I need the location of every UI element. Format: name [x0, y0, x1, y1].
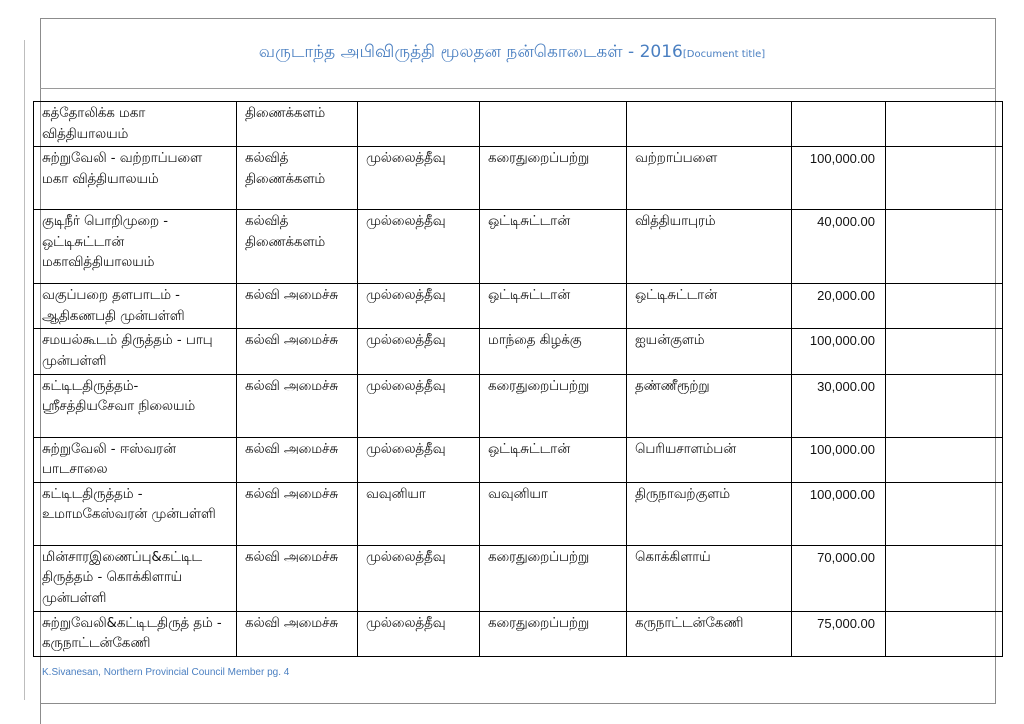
table-cell: ஐயன்குளம் — [627, 329, 792, 374]
table-cell — [886, 437, 1003, 482]
table-cell — [358, 102, 480, 147]
table-cell: 70,000.00 — [792, 545, 886, 611]
footer-text: K.Sivanesan, Northern Provincial Council Member pg. 4 — [42, 667, 290, 678]
table-cell: 100,000.00 — [792, 329, 886, 374]
table-cell: ஒட்டிசுட்டான் — [480, 437, 627, 482]
table-cell: கல்வி அமைச்சு — [237, 482, 358, 545]
table-cell: கல்வி அமைச்சு — [237, 284, 358, 329]
table-cell: கட்டிடதிருத்தம் - உமாமகேஸ்வரன் முன்பள்ளி — [34, 482, 237, 545]
table-cell: முல்லைத்தீவு — [358, 284, 480, 329]
table-cell: முல்லைத்தீவு — [358, 374, 480, 437]
table-cell: முல்லைத்தீவு — [358, 437, 480, 482]
table-cell: வித்தியாபுரம் — [627, 210, 792, 284]
table-cell: கல்வி அமைச்சு — [237, 437, 358, 482]
table-cell — [627, 102, 792, 147]
table-cell: வவுனியா — [358, 482, 480, 545]
table-cell: 75,000.00 — [792, 611, 886, 656]
title-placeholder: [Document title] — [682, 49, 766, 60]
table-cell: திணைக்களம் — [237, 102, 358, 147]
table-cell: முல்லைத்தீவு — [358, 611, 480, 656]
table-cell: கரைதுறைப்பற்று — [480, 147, 627, 210]
table-cell: கரைதுறைப்பற்று — [480, 545, 627, 611]
table-cell: 40,000.00 — [792, 210, 886, 284]
table-cell: முல்லைத்தீவு — [358, 329, 480, 374]
table-cell: 100,000.00 — [792, 437, 886, 482]
table-cell — [886, 102, 1003, 147]
table-row — [34, 482, 1003, 545]
table-cell: சமயல்கூடம் திருத்தம் - பாபு முன்பள்ளி — [34, 329, 237, 374]
title-text: வருடாந்த அபிவிருத்தி மூலதன நன்கொடைகள் - 2016 — [258, 42, 683, 62]
table-cell: கல்வி அமைச்சு — [237, 329, 358, 374]
table-cell: முல்லைத்தீவு — [358, 545, 480, 611]
table-cell: வவுனியா — [480, 482, 627, 545]
table-cell — [886, 210, 1003, 284]
table-row — [34, 611, 1003, 656]
table-cell: மின்சாரஇணைப்பு&கட்டிட திருத்தம் - கொக்கிளாய் முன்பள்ளி — [34, 545, 237, 611]
table-cell: ஒட்டிசுட்டான் — [480, 210, 627, 284]
table-row — [34, 210, 1003, 284]
table-cell: சுற்றுவேலி&கட்டிடதிருத் தம் - கருநாட்டன்கேணி — [34, 611, 237, 656]
table-cell: 20,000.00 — [792, 284, 886, 329]
table-cell: கல்வித் திணைக்களம் — [237, 147, 358, 210]
table-row — [34, 147, 1003, 210]
table-cell: கரைதுறைப்பற்று — [480, 611, 627, 656]
document-title — [0, 42, 1024, 64]
table-cell — [480, 102, 627, 147]
table-row — [34, 437, 1003, 482]
table-cell: சுற்றுவேலி - ஈஸ்வரன் பாடசாலை — [34, 437, 237, 482]
table-cell: மாந்தை கிழக்கு — [480, 329, 627, 374]
table-cell: வகுப்பறை தளபாடம் - ஆதிகணபதி முன்பள்ளி — [34, 284, 237, 329]
table-cell: குடிநீர் பொறிமுறை - ஒட்டிசுட்டான் மகாவித்தியாலயம் — [34, 210, 237, 284]
table-cell: கொக்கிளாய் — [627, 545, 792, 611]
table-cell — [886, 329, 1003, 374]
table-cell — [886, 545, 1003, 611]
table-cell: கல்வி அமைச்சு — [237, 545, 358, 611]
table-cell: 30,000.00 — [792, 374, 886, 437]
grants-table — [33, 101, 1003, 657]
table-cell: கல்வித் திணைக்களம் — [237, 210, 358, 284]
table-row — [34, 374, 1003, 437]
table-body — [34, 102, 1003, 657]
table-cell: கல்வி அமைச்சு — [237, 374, 358, 437]
table-cell — [886, 147, 1003, 210]
page-edge-bottom — [40, 700, 997, 724]
table-row — [34, 545, 1003, 611]
table-cell: தண்ணீரூற்று — [627, 374, 792, 437]
table-cell — [886, 284, 1003, 329]
table-cell — [886, 374, 1003, 437]
table-cell — [886, 611, 1003, 656]
table-cell: திருநாவற்குளம் — [627, 482, 792, 545]
table-cell: கத்தோலிக்க மகா வித்தியாலயம் — [34, 102, 237, 147]
table-cell: பெரியசாளம்பன் — [627, 437, 792, 482]
table-cell: முல்லைத்தீவு — [358, 210, 480, 284]
page-edge — [24, 40, 30, 700]
table-cell: 100,000.00 — [792, 147, 886, 210]
table-cell: சுற்றுவேலி - வற்றாப்பளை மகா வித்தியாலயம் — [34, 147, 237, 210]
header-rule — [40, 88, 996, 89]
table-cell: ஒட்டிசுட்டான் — [480, 284, 627, 329]
table-cell: கரைதுறைப்பற்று — [480, 374, 627, 437]
table-cell — [792, 102, 886, 147]
table-cell: கல்வி அமைச்சு — [237, 611, 358, 656]
table-cell: ஒட்டிசுட்டான் — [627, 284, 792, 329]
table-cell: வற்றாப்பளை — [627, 147, 792, 210]
table-row — [34, 102, 1003, 147]
table-cell: கருநாட்டன்கேணி — [627, 611, 792, 656]
table-row — [34, 329, 1003, 374]
table-cell: 100,000.00 — [792, 482, 886, 545]
table-row — [34, 284, 1003, 329]
table-cell: கட்டிடதிருத்தம்-ஸ்ரீசத்தியசேவா நிலையம் — [34, 374, 237, 437]
table-cell: முல்லைத்தீவு — [358, 147, 480, 210]
table-cell — [886, 482, 1003, 545]
